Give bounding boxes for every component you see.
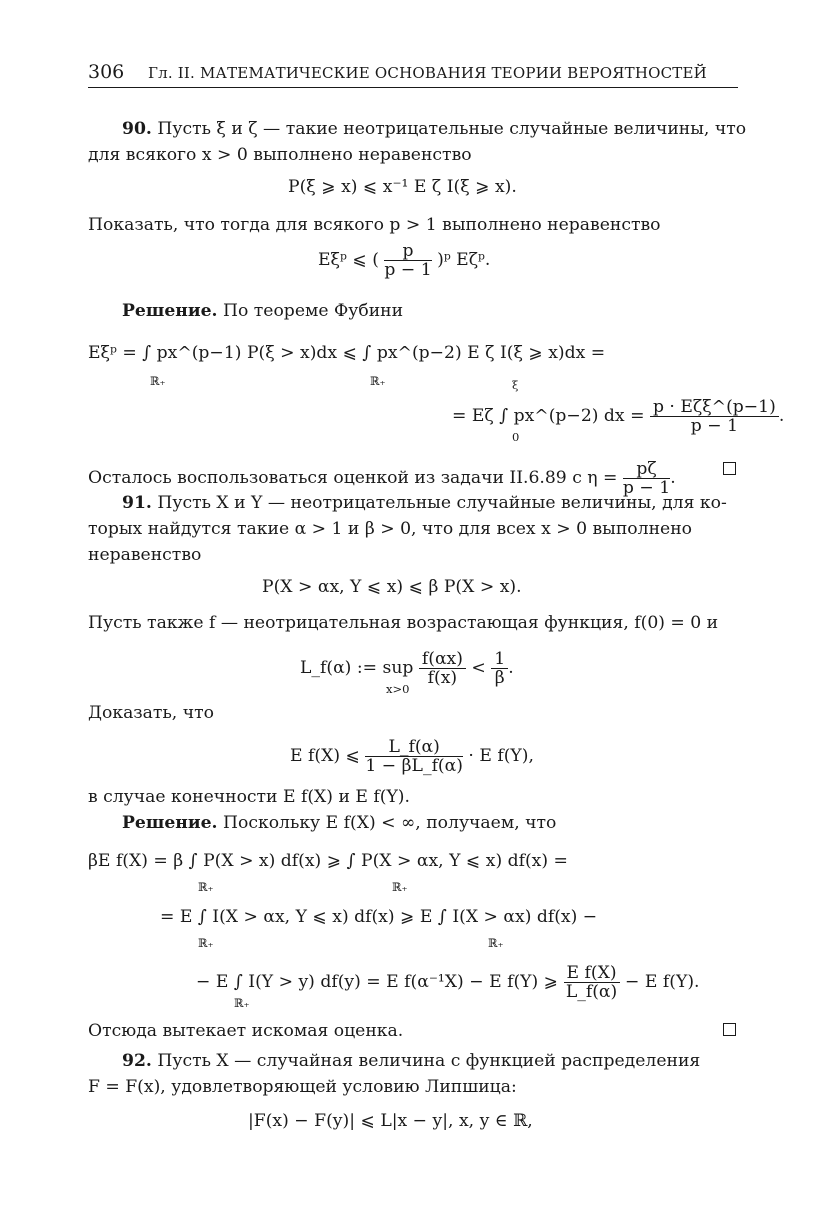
eq91-2-denominator: f(x) — [427, 668, 458, 688]
solution-label: Решение. — [122, 301, 218, 321]
problem-91-derivation-1: βE f(X) = β ∫ P(X > x) df(x) ⩾ ∫ P(X > αx, Y ⩽ x) df(x) = — [88, 851, 568, 871]
derivation-2-subscript-2: ℝ₊ — [488, 936, 504, 950]
problem-91-text-1: Пусть X и Y — неотрицательные случайные величины, для ко- — [157, 493, 727, 513]
problem-91-derivation-3 — [196, 964, 700, 1001]
problem-91-line-4: Пусть также f — неотрицательная возрастающая функция, f(0) = 0 и — [88, 613, 719, 633]
eq91-3-fraction — [365, 738, 463, 775]
eq91-2-fraction — [419, 650, 466, 687]
problem-92-text-1: Пусть X — случайная величина с функцией распределения — [157, 1051, 701, 1071]
eq3b-denominator: p − 1 — [690, 416, 739, 436]
derivation-2-subscript-1: ℝ₊ — [198, 936, 214, 950]
derivation-3-denominator: L_f(α) — [565, 982, 618, 1002]
eq3b-lower-limit: 0 — [512, 430, 520, 444]
problem-91-line-6: в случае конечности E f(X) и E f(Y). — [88, 787, 410, 807]
qed-square-icon — [723, 462, 736, 475]
problem-91-equation-1: P(X > αx, Y ⩽ x) ⩽ β P(X > x). — [262, 577, 522, 597]
problem-91-solution-line — [122, 812, 556, 834]
problem-90-text-1: Пусть ξ и ζ — такие неотрицательные случайные величины, что — [157, 119, 747, 139]
sup-subscript: x>0 — [386, 682, 410, 696]
eq3b-fraction — [650, 398, 779, 435]
eq91-3-numerator: L_f(α) — [365, 738, 463, 757]
problem-91-line-5: Доказать, что — [88, 703, 214, 723]
derivation-1-subscript-2: ℝ₊ — [392, 880, 408, 894]
running-header — [88, 57, 738, 88]
eq91-2-fraction-2 — [491, 650, 508, 687]
eq3b-upper-limit: ξ — [512, 378, 519, 392]
problem-91-line-3: неравенство — [88, 545, 202, 565]
problem-91-label: 91. — [122, 493, 152, 513]
eta-denominator: p − 1 — [622, 478, 671, 498]
eq91-3-rhs: · E f(Y), — [468, 746, 534, 766]
eq91-3-denominator: 1 − βL_f(α) — [365, 756, 463, 776]
solution-text: По теореме Фубини — [222, 301, 404, 321]
problem-92-line-1 — [122, 1050, 700, 1072]
eq91-3-lhs: E f(X) ⩽ — [290, 746, 360, 766]
problem-91-line-1 — [122, 492, 727, 514]
eq2-denominator: p − 1 — [384, 260, 432, 280]
problem-90-line-2: для всякого x > 0 выполнено неравенство — [88, 145, 472, 165]
derivation-1-subscript-1: ℝ₊ — [198, 880, 214, 894]
problem-91-derivation-2: = E ∫ I(X > αx, Y ⩽ x) df(x) ⩾ E ∫ I(X > αx) df(x) − — [160, 907, 598, 927]
problem-90-equation-3b: = Eζ ∫ px^(p−2) dx = $\frac{\text{p · Eζξ\textasciicircum{}(p−1)}}{p - 1}$ . — [452, 397, 785, 436]
eq2-lhs: Eξᵖ ⩽ ( — [318, 250, 379, 270]
eq91-2-less: < — [471, 658, 486, 678]
eq3-subscript-1: ℝ₊ — [150, 374, 166, 388]
eq91-2-denominator-2: β — [494, 668, 505, 688]
problem-91-line-2: торых найдутся такие α > 1 и β > 0, что для всех x > 0 выполнено — [88, 519, 693, 539]
eta-numerator: pζ — [623, 460, 670, 479]
eq91-2-numerator-2: 1 — [491, 650, 508, 669]
derivation-3-text: − E ∫ I(Y > y) df(y) = E f(α⁻¹X) − E f(Y) ⩾ — [196, 972, 559, 992]
problem-92-line-2: F = F(x), удовлетворяющей условию Липшица: — [88, 1077, 517, 1097]
derivation-3-subscript: ℝ₊ — [234, 996, 250, 1010]
problem-90-line-1 — [122, 118, 746, 140]
derivation-3-fraction — [564, 964, 620, 1001]
problem-91-equation-3 — [290, 738, 534, 775]
problem-91-equation-2: L_f(α) := sup $\frac{f(\alpha x)}{f(x)}$ < $\frac{1}{\beta}$ . — [300, 649, 514, 688]
problem-90-line-3: Показать, что тогда для всякого p > 1 выполнено неравенство — [88, 215, 661, 235]
problem-92-equation-1: |F(x) − F(y)| ⩽ L|x − y|, x, y ∈ ℝ, — [248, 1111, 533, 1131]
problem-90-end-text: Осталось воспользоваться оценкой из задачи II.6.89 с η = — [88, 468, 618, 488]
eq2-numerator: p — [384, 242, 431, 261]
eq3-subscript-2: ℝ₊ — [370, 374, 386, 388]
eq2-fraction — [384, 242, 431, 279]
running-head-title: Гл. II. МАТЕМАТИЧЕСКИЕ ОСНОВАНИЯ ТЕОРИИ ВЕРОЯТНОСТЕЙ — [148, 64, 707, 82]
problem-90-equation-3a: Eξᵖ = ∫ px^(p−1) P(ξ > x)dx ⩽ ∫ px^(p−2) E ζ I(ξ ⩾ x)dx = — [88, 343, 606, 363]
problem-90-end-line: Осталось воспользоваться оценкой из задачи II.6.89 с η = $\frac{p\zeta}{p - 1}$ . — [88, 459, 676, 498]
problem-92-label: 92. — [122, 1051, 152, 1071]
eq91-2-lhs: L_f(α) := sup — [300, 658, 414, 678]
solution-label-91: Решение. — [122, 813, 218, 833]
eq3b-text: = Eζ ∫ px^(p−2) dx = — [452, 406, 645, 426]
eq91-2-numerator: f(αx) — [419, 650, 466, 669]
derivation-3-numerator: E f(X) — [564, 964, 620, 983]
page-number: 306 — [88, 61, 125, 83]
derivation-3-tail: − E f(Y). — [625, 972, 700, 992]
eq2-rhs: )ᵖ Eζᵖ. — [437, 250, 491, 270]
solution-text-91: Поскольку E f(X) < ∞, получаем, что — [222, 813, 557, 833]
problem-91-end-line: Отсюда вытекает искомая оценка. — [88, 1021, 404, 1041]
eq3b-numerator: p · Eζξ^(p−1) — [650, 398, 779, 417]
qed-square-icon — [723, 1023, 736, 1036]
problem-90-label: 90. — [122, 119, 152, 139]
problem-90-equation-1: P(ξ ⩾ x) ⩽ x⁻¹ E ζ I(ξ ⩾ x). — [288, 177, 517, 197]
problem-90-solution-line — [122, 300, 403, 322]
problem-90-equation-2 — [318, 242, 490, 279]
